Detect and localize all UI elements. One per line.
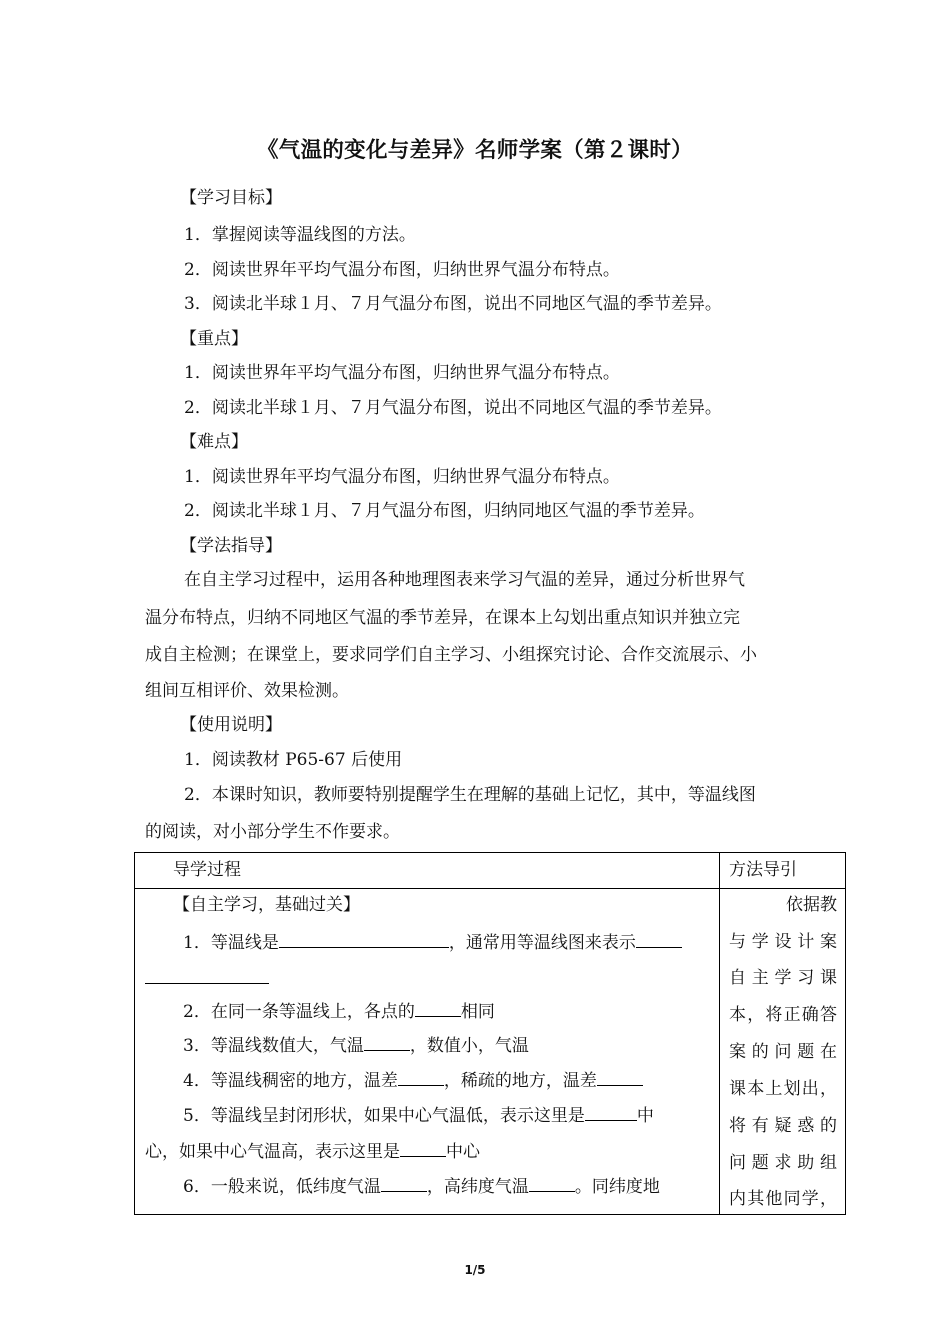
question-6-text-c: 。同纬度地 [574, 1177, 660, 1197]
table-header-guide: 方法导引 [729, 860, 797, 880]
question-4-text-a: 4．等温线稠密的地方，温差 [183, 1071, 398, 1091]
guide-line-9: 内其他同学， [729, 1189, 837, 1209]
guide-line-2: 与学设计案 [729, 932, 837, 952]
answer-blank[interactable] [597, 1068, 643, 1086]
question-1-text-a: 1．等温线是 [183, 933, 279, 953]
method-heading: 【学法指导】 [180, 536, 282, 556]
method-line-3: 成自主检测；在课堂上，要求同学们自主学习、小组探究讨论、合作交流展示、小 [145, 645, 757, 665]
question-3-text-a: 3．等温线数值大，气温 [183, 1036, 364, 1056]
objective-1: 1．掌握阅读等温线图的方法。 [184, 225, 416, 245]
answer-blank[interactable] [529, 1174, 575, 1192]
self-study-heading: 【自主学习，基础过关】 [173, 895, 360, 915]
table-header-process: 导学过程 [173, 860, 241, 880]
page-title: 《气温的变化与差异》名师学案（第２课时） [256, 138, 693, 163]
difficulty-1: 1．阅读世界年平均气温分布图，归纳世界气温分布特点。 [184, 467, 620, 487]
question-1-text-b: ，通常用等温线图来表示 [448, 933, 636, 953]
method-line-1: 在自主学习过程中，运用各种地理图表来学习气温的差异，通过分析世界气 [184, 570, 745, 590]
question-4 [183, 1068, 643, 1093]
question-2-text-a: 2．在同一条等温线上，各点的 [183, 1002, 415, 1022]
question-5 [183, 1103, 654, 1128]
objectives-heading: 【学习目标】 [180, 188, 282, 208]
difficulty-heading: 【难点】 [180, 432, 248, 452]
guide-line-6: 课本上划出， [729, 1079, 837, 1099]
question-6 [183, 1174, 660, 1199]
method-line-2: 温分布特点，归纳不同地区气温的季节差异，在课本上勾划出重点知识并独立完 [145, 608, 740, 628]
answer-blank[interactable] [415, 999, 461, 1017]
answer-blank[interactable] [400, 1139, 446, 1157]
difficulty-2: 2．阅读北半球１月、７月气温分布图，归纳同地区气温的季节差异。 [184, 501, 705, 521]
question-5-text-a: 5．等温线呈封闭形状，如果中心气温低，表示这里是 [183, 1106, 585, 1126]
guide-line-1: 依据教 [786, 895, 837, 915]
question-2-text-b: 相同 [460, 1002, 495, 1022]
answer-blank[interactable] [145, 966, 269, 984]
guide-line-8: 问题求助组 [729, 1153, 837, 1173]
answer-blank[interactable] [585, 1103, 637, 1121]
question-1 [183, 930, 682, 955]
answer-blank[interactable] [398, 1068, 444, 1086]
usage-heading: 【使用说明】 [180, 715, 282, 735]
guide-line-4: 本，将正确答 [729, 1005, 837, 1025]
answer-blank[interactable] [364, 1033, 410, 1051]
question-5-text-d: 中心 [446, 1142, 480, 1162]
table-column-divider [719, 853, 720, 1214]
key-heading: 【重点】 [180, 329, 248, 349]
key-point-2: 2．阅读北半球１月、７月气温分布图，说出不同地区气温的季节差异。 [184, 398, 722, 418]
objective-3: 3．阅读北半球１月、７月气温分布图，说出不同地区气温的季节差异。 [184, 294, 722, 314]
answer-blank[interactable] [279, 930, 449, 948]
table-header-divider [135, 888, 845, 889]
question-6-text-a: 6．一般来说，低纬度气温 [183, 1177, 381, 1197]
guide-line-7: 将有疑惑的 [729, 1116, 837, 1136]
question-6-text-b: ，高纬度气温 [426, 1177, 529, 1197]
usage-2-line-1: 2．本课时知识，教师要特别提醒学生在理解的基础上记忆，其中，等温线图 [184, 785, 756, 805]
question-3 [183, 1033, 529, 1058]
guide-line-3: 自主学习课 [729, 968, 837, 988]
method-line-4: 组间互相评价、效果检测。 [145, 681, 349, 701]
question-3-text-b: ，数值小，气温 [409, 1036, 529, 1056]
question-2 [183, 999, 495, 1024]
question-4-text-b: ，稀疏的地方，温差 [443, 1071, 597, 1091]
key-point-1: 1．阅读世界年平均气温分布图，归纳世界气温分布特点。 [184, 363, 620, 383]
question-5-text-b: 中 [636, 1106, 654, 1126]
question-5-text-c: 心，如果中心气温高，表示这里是 [145, 1142, 400, 1162]
guide-line-5: 案的问题在 [729, 1042, 837, 1062]
usage-1: 1．阅读教材 P65-67 后使用 [184, 750, 403, 770]
usage-2-line-2: 的阅读，对小部分学生不作要求。 [145, 822, 400, 842]
question-5-continued [145, 1139, 480, 1164]
answer-blank[interactable] [636, 930, 682, 948]
answer-blank[interactable] [381, 1174, 427, 1192]
objective-2: 2．阅读世界年平均气温分布图，归纳世界气温分布特点。 [184, 260, 620, 280]
question-1-continued [145, 966, 269, 991]
page-number: 1/5 [464, 1263, 486, 1277]
study-table [134, 852, 846, 1215]
